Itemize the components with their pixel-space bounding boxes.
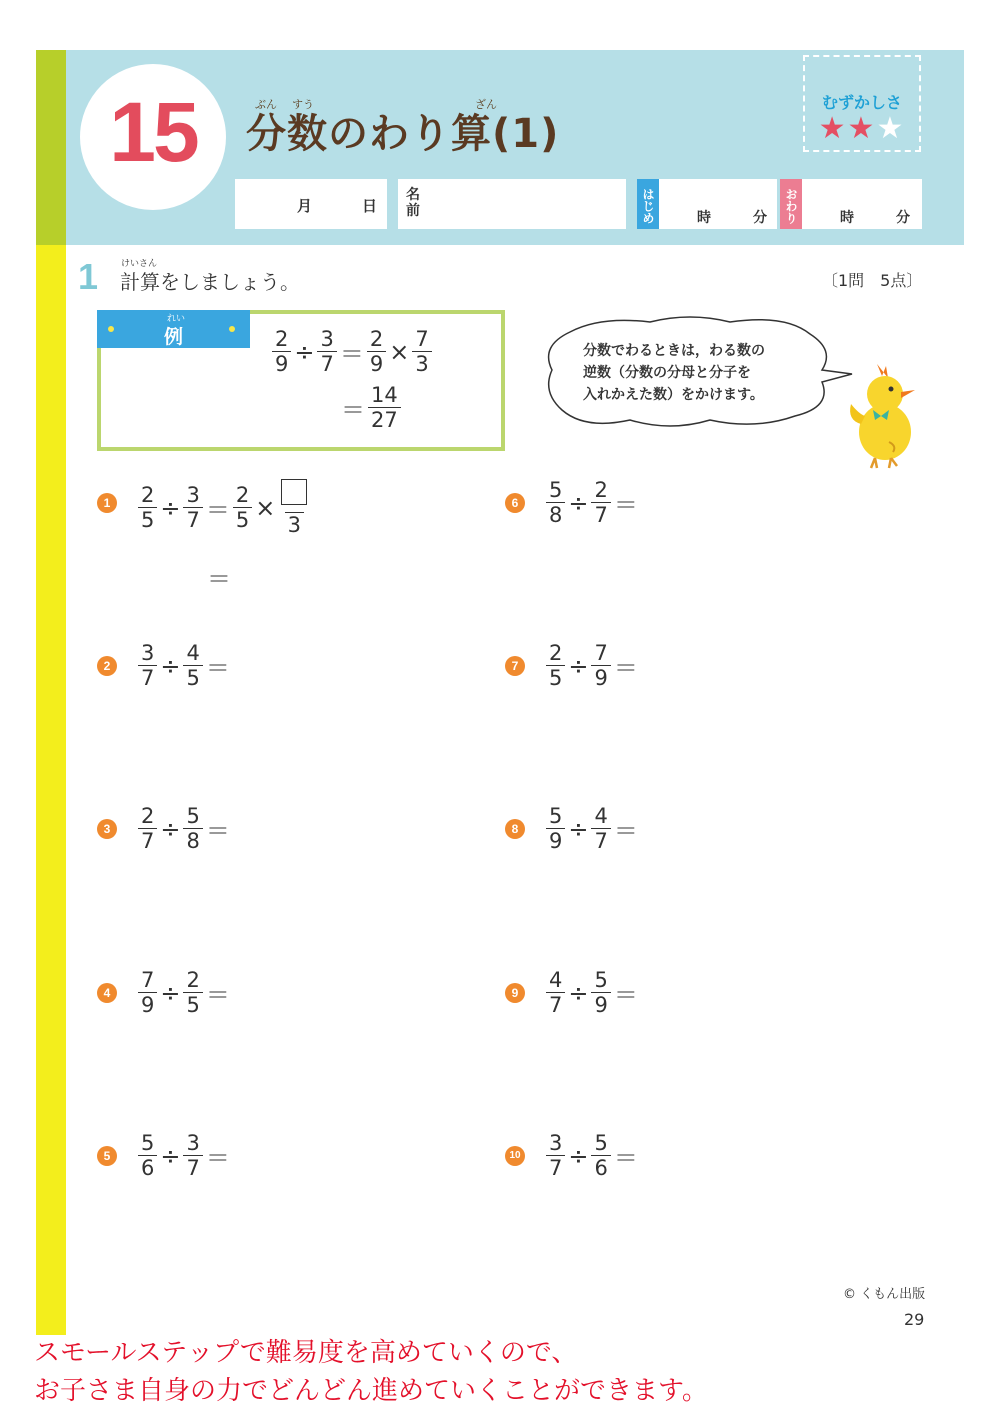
- fraction: $\frac{3}{7}$: [317, 328, 336, 375]
- problem-number-badge: 6: [505, 493, 525, 513]
- fraction: $\frac{3}{7}$: [546, 1132, 565, 1179]
- instruction-ruby: けいさん: [121, 259, 158, 269]
- name-label: 名前: [406, 187, 420, 219]
- fraction: $\frac{2}{5}$: [183, 969, 202, 1016]
- fraction: $\frac{5}{9}$: [591, 969, 610, 1016]
- start-tab: はじめ: [637, 179, 659, 229]
- month-label: 月: [297, 197, 313, 215]
- page-title: 分数のわり算(1): [246, 111, 560, 157]
- problem-expression: $\frac{2}{5}$ ÷ $\frac{3}{7}$ ＝ $\frac{2}{5}$ × 3: [137, 479, 311, 536]
- fraction: $\frac{2}{5}$: [138, 484, 157, 531]
- problem-expression: $\frac{3}{7}$ ÷ $\frac{4}{5}$ ＝: [137, 642, 232, 689]
- fraction: $\frac{5}{9}$: [546, 805, 565, 852]
- example-line-2: ＝ $\frac{14}{27}$: [339, 384, 402, 431]
- problem-number-badge: 7: [505, 656, 525, 676]
- star-filled-icon: ★: [847, 111, 877, 146]
- problem-number-badge: 1: [97, 493, 117, 513]
- fraction: $\frac{2}{5}$: [546, 642, 565, 689]
- chick-mascot-icon: [845, 362, 925, 470]
- problem-expression: $\frac{2}{5}$ ÷ $\frac{7}{9}$ ＝: [545, 642, 640, 689]
- fraction-with-blank: 3: [278, 479, 310, 536]
- problem-number-badge: 2: [97, 656, 117, 676]
- answer-blank-box[interactable]: [281, 479, 307, 505]
- problem-expression: $\frac{4}{7}$ ÷ $\frac{5}{9}$ ＝: [545, 969, 640, 1016]
- problem-expression: $\frac{3}{7}$ ÷ $\frac{5}{6}$ ＝: [545, 1132, 640, 1179]
- promo-caption: スモールステップで難易度を高めていくので、 お子さま自身の力でどんどん進めていくことができます。: [34, 1338, 708, 1406]
- title-ruby-zan: ざん: [475, 98, 497, 111]
- left-stripe-yellow: [36, 245, 66, 1335]
- fraction: $\frac{5}{8}$: [183, 805, 202, 852]
- problem-expression: $\frac{7}{9}$ ÷ $\frac{2}{5}$ ＝: [137, 969, 232, 1016]
- title-ruby-suu: すう: [292, 98, 314, 111]
- instruction-text: 計算をしましょう。: [120, 270, 300, 294]
- fraction: $\frac{2}{9}$: [367, 328, 386, 375]
- fraction: $\frac{7}{3}$: [412, 328, 431, 375]
- problem-number-badge: 5: [97, 1146, 117, 1166]
- day-label: 日: [362, 197, 378, 215]
- fraction: $\frac{4}{7}$: [546, 969, 565, 1016]
- example-ruby: れい: [167, 314, 186, 324]
- section-number: 1: [78, 256, 99, 297]
- star-filled-icon: ★: [818, 111, 848, 146]
- fraction: $\frac{4}{7}$: [591, 805, 610, 852]
- start-hour-label: 時: [697, 210, 711, 226]
- fraction: $\frac{7}{9}$: [138, 969, 157, 1016]
- start-minute-label: 分: [753, 210, 767, 226]
- page-number: 29: [904, 1310, 925, 1329]
- end-time-field[interactable]: [780, 179, 922, 229]
- title-ruby-bun: ぶん: [255, 98, 277, 111]
- fraction: $\frac{5}{8}$: [546, 479, 565, 526]
- problem-number-badge: 8: [505, 819, 525, 839]
- lesson-number: 15: [109, 85, 197, 179]
- fraction: $\frac{2}{7}$: [591, 479, 610, 526]
- fraction: $\frac{2}{7}$: [138, 805, 157, 852]
- fraction: $\frac{5}{6}$: [138, 1132, 157, 1179]
- continuation-equals: ＝: [207, 565, 231, 593]
- problem-number-badge: 4: [97, 983, 117, 1003]
- problem-number-badge: 10: [505, 1146, 525, 1166]
- example-label: 例: [163, 326, 183, 348]
- problem-expression: $\frac{5}{6}$ ÷ $\frac{3}{7}$ ＝: [137, 1132, 232, 1179]
- problem-expression: $\frac{5}{8}$ ÷ $\frac{2}{7}$ ＝: [545, 479, 640, 526]
- example-line-1: $\frac{2}{9}$ ÷ $\frac{3}{7}$ ＝ $\frac{2}{9}$ × $\frac{7}{3}$: [271, 328, 433, 375]
- fraction: $\frac{7}{9}$: [591, 642, 610, 689]
- problem-expression: $\frac{2}{7}$ ÷ $\frac{5}{8}$ ＝: [137, 805, 232, 852]
- fraction: $\frac{14}{27}$: [368, 384, 401, 431]
- difficulty-label: むずかしさ: [821, 93, 902, 112]
- start-time-field[interactable]: [637, 179, 777, 229]
- copyright: © くもん出版: [843, 1287, 926, 1302]
- date-field[interactable]: [235, 179, 387, 229]
- fraction: $\frac{2}{5}$: [233, 484, 252, 531]
- fraction: $\frac{5}{6}$: [591, 1132, 610, 1179]
- score-label: 〔1問 5点〕: [822, 271, 923, 290]
- fraction: $\frac{3}{7}$: [183, 484, 202, 531]
- difficulty-stars: [803, 112, 921, 146]
- problem-number-badge: 9: [505, 983, 525, 1003]
- star-empty-icon: ★: [876, 111, 906, 146]
- problem-expression: $\frac{5}{9}$ ÷ $\frac{4}{7}$ ＝: [545, 805, 640, 852]
- end-minute-label: 分: [896, 210, 910, 226]
- fraction: $\frac{2}{9}$: [272, 328, 291, 375]
- left-stripe-green: [36, 50, 66, 245]
- name-field[interactable]: [398, 179, 626, 229]
- problem-number-badge: 3: [97, 819, 117, 839]
- fraction: $\frac{4}{5}$: [183, 642, 202, 689]
- end-hour-label: 時: [840, 210, 854, 226]
- hint-text: 分数でわるときは，わる数の 逆数（分数の分母と分子を 入れかえた数）をかけます。: [583, 343, 765, 403]
- end-tab: おわり: [780, 179, 802, 229]
- fraction: $\frac{3}{7}$: [183, 1132, 202, 1179]
- fraction: $\frac{3}{7}$: [138, 642, 157, 689]
